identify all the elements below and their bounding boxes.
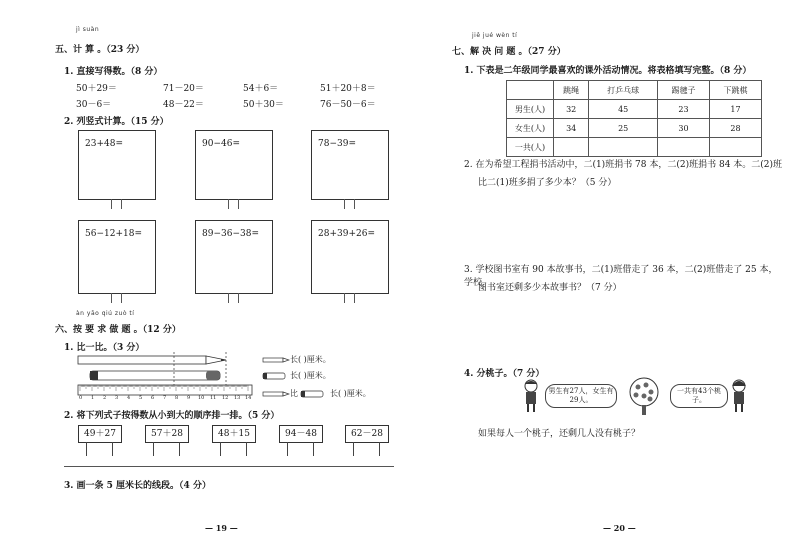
calc-expression: 28+39+26=: [318, 229, 375, 239]
oral-item: 50＋29＝: [76, 84, 117, 94]
card-leg: [86, 442, 87, 456]
section6-pinyin: àn yāo qiú zuò tí: [76, 310, 135, 317]
calc-expression: 78−39=: [318, 139, 356, 149]
oral-item: 54＋6＝: [243, 84, 279, 94]
activity-table: [506, 80, 762, 157]
table-header-cell: 打乒乓球: [589, 81, 658, 100]
card-leg: [313, 442, 314, 456]
box-stand: [344, 293, 355, 303]
expression-card[interactable]: 49＋27: [78, 425, 122, 443]
table-cell: 17: [709, 100, 761, 119]
card-leg: [379, 442, 380, 456]
s7-q4-question: 如果每人一个桃子，还剩几人没有桃子？: [478, 429, 641, 439]
section7-pinyin: jiě jué wèn tí: [472, 32, 518, 39]
table-cell: 32: [554, 100, 589, 119]
q1-label: 1. 直接写得数。（8 分）: [64, 67, 163, 77]
small-pencil-icon: [262, 356, 290, 364]
box-stand: [111, 293, 122, 303]
ruler-tick-label: 7: [163, 395, 167, 401]
oral-item: 76－50－6＝: [320, 100, 376, 110]
calc-box[interactable]: [311, 130, 389, 200]
row-label: 男生(人): [507, 100, 554, 119]
page-number-right: — 20 —: [603, 523, 636, 533]
calc-box[interactable]: [78, 220, 156, 294]
table-header-cell: 踢毽子: [657, 81, 709, 100]
ruler-tick-label: 6: [151, 395, 155, 401]
ruler-tick-label: 4: [127, 395, 131, 401]
calc-box[interactable]: [311, 220, 389, 294]
card-leg: [112, 442, 113, 456]
card-leg: [220, 442, 221, 456]
girl-icon: [728, 378, 750, 414]
answer-cell[interactable]: [554, 138, 589, 157]
table-cell: 25: [589, 119, 658, 138]
peach-tree-icon: [624, 376, 664, 416]
card-leg: [287, 442, 288, 456]
box-stand: [344, 199, 355, 209]
table-row: [507, 100, 762, 119]
card-leg: [246, 442, 247, 456]
oral-item: 51＋20＋8＝: [320, 84, 376, 94]
speech-bubble-right: 一共有43个桃子。: [670, 384, 728, 408]
ruler-tick-label: 1: [91, 395, 95, 401]
section5-title: 五、计 算 。（23 分）: [55, 45, 145, 55]
s7-q2-line2: 比二(1)班多捐了多少本？（5 分）: [478, 178, 617, 188]
answer-rule[interactable]: [64, 466, 394, 467]
s6-q3-label: 3. 画一条 5 厘米长的线段。（4 分）: [64, 481, 211, 491]
table-cell: 34: [554, 119, 589, 138]
s7-q4-label: 4. 分桃子。（7 分）: [464, 369, 545, 379]
speech-bubble-left: 男生有27人，女生有29人。: [545, 384, 617, 408]
card-leg: [353, 442, 354, 456]
table-cell: 28: [709, 119, 761, 138]
answer-line[interactable]: 长( )厘米。: [290, 371, 331, 380]
card-leg: [153, 442, 154, 456]
ruler-tick-label: 14: [245, 395, 252, 401]
compare-word: 比: [290, 389, 298, 398]
ruler-tick-label: 11: [210, 395, 217, 401]
expression-card[interactable]: 62－28: [345, 425, 389, 443]
oral-item: 50＋30＝: [243, 100, 284, 110]
calc-expression: 23+48=: [85, 139, 123, 149]
box-stand: [228, 199, 239, 209]
row-label: 女生(人): [507, 119, 554, 138]
pencil-icon: [78, 356, 226, 364]
ruler-tick-label: 8: [175, 395, 179, 401]
card-leg: [179, 442, 180, 456]
table-header-cell: [507, 81, 554, 100]
calc-expression: 90−46=: [202, 139, 240, 149]
ruler-tick-label: 5: [139, 395, 143, 401]
ruler-tick-label: 2: [103, 395, 107, 401]
s7-q2-line1: 2. 在为希望工程捐书活动中，二(1)班捐书 78 本，二(2)班捐书 84 本。二(2)班: [464, 160, 783, 170]
box-stand: [111, 199, 122, 209]
section6-title: 六、按 要 求 做 题 。（12 分）: [55, 325, 181, 335]
table-cell: 30: [657, 119, 709, 138]
crayon-icon: [90, 371, 220, 380]
s7-q1-label: 1. 下表是二年级同学最喜欢的课外活动情况。将表格填写完整。（8 分）: [464, 66, 752, 76]
ruler-icon: [78, 385, 252, 395]
ruler-tick-label: 9: [187, 395, 191, 401]
ruler-labels: [77, 395, 253, 403]
small-pencil-icon: [262, 390, 290, 398]
oral-item: 48－22＝: [163, 100, 204, 110]
ruler-tick-label: 0: [79, 395, 83, 401]
ruler-tick-label: 12: [222, 395, 229, 401]
oral-item: 71－20＝: [163, 84, 204, 94]
small-crayon-icon: [300, 390, 328, 398]
page-number-left: — 19 —: [205, 523, 238, 533]
row-label: 一共(人): [507, 138, 554, 157]
box-stand: [228, 293, 239, 303]
calc-expression: 56−12+18=: [85, 229, 142, 239]
answer-line[interactable]: 长( )厘米。: [290, 355, 331, 364]
q2-label: 2. 列竖式计算。（15 分）: [64, 117, 169, 127]
section7-title: 七、解 决 问 题 。（27 分）: [452, 47, 566, 57]
answer-cell[interactable]: [589, 138, 658, 157]
answer-line[interactable]: 长( )厘米。: [330, 389, 371, 398]
expression-card[interactable]: 48＋15: [212, 425, 256, 443]
table-row: [507, 138, 762, 157]
section5-pinyin: jì suàn: [76, 26, 100, 33]
table-header-cell: 下跳棋: [709, 81, 761, 100]
table-cell: 23: [657, 100, 709, 119]
answer-cell[interactable]: [657, 138, 709, 157]
calc-box[interactable]: [78, 130, 156, 200]
calc-expression: 89−36−38=: [202, 229, 259, 239]
answer-cell[interactable]: [709, 138, 761, 157]
ruler-tick-label: 3: [115, 395, 119, 401]
table-header-row: [507, 81, 762, 100]
expression-card[interactable]: 94－48: [279, 425, 323, 443]
s6-q1-label: 1. 比一比。（3 分）: [64, 343, 145, 353]
ruler-tick-label: 13: [234, 395, 241, 401]
expression-card[interactable]: 57＋28: [145, 425, 189, 443]
s6-q2-label: 2. 将下列式子按得数从小到大的顺序排一排。（5 分）: [64, 411, 280, 421]
oral-item: 30－6＝: [76, 100, 112, 110]
calc-box[interactable]: [195, 130, 273, 200]
table-header-cell: 跳绳: [554, 81, 589, 100]
ruler-tick-label: 10: [198, 395, 205, 401]
small-crayon-icon: [262, 372, 290, 380]
table-row: [507, 119, 762, 138]
table-cell: 45: [589, 100, 658, 119]
boy-icon: [520, 378, 542, 414]
s7-q3-line1: 3. 学校图书室有 90 本故事书，二(1)班借走了 36 本，二(2)班借走了 25 本，学校: [464, 265, 778, 288]
s7-q3-line2: 图书室还剩多少本故事书？（7 分）: [478, 283, 622, 293]
calc-box[interactable]: [195, 220, 273, 294]
